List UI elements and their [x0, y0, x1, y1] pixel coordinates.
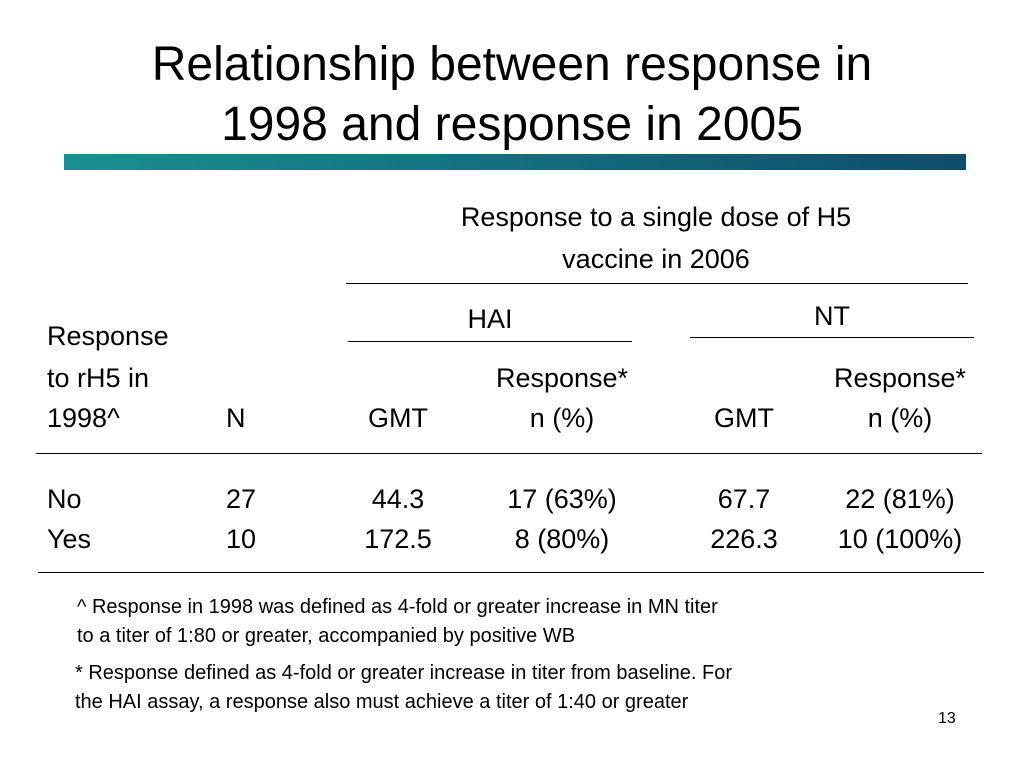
row-label: No	[47, 484, 82, 514]
cell-nt-gmt: 226.3	[710, 524, 778, 554]
column-header-nt-gmt: GMT	[714, 403, 774, 433]
footnote-star-line-1: * Response defined as 4-fold or greater increase in titer from baseline. For	[75, 662, 733, 684]
table-bottom-rule	[38, 572, 984, 573]
spanner-rule	[346, 283, 968, 284]
row-header-line-3: 1998^	[47, 403, 120, 433]
column-header-n: N	[226, 403, 246, 433]
row-label: Yes	[47, 524, 92, 554]
slide-title-line-2: 1998 and response in 2005	[221, 98, 803, 151]
footnote-caret-line-2: to a titer of 1:80 or greater, accompanied by positive WB	[77, 625, 576, 647]
hai-group-rule	[348, 341, 632, 342]
page-number: 13	[938, 710, 956, 727]
cell-hai-gmt: 44.3	[371, 484, 425, 514]
cell-hai-response: 17 (63%)	[507, 484, 617, 514]
nt-group-rule	[690, 337, 974, 338]
cell-n: 10	[226, 524, 257, 554]
cell-hai-response: 8 (80%)	[514, 524, 610, 554]
spanner-header-line-2: vaccine in 2006	[562, 244, 750, 274]
column-header-hai-response-line-1: Response*	[495, 363, 629, 393]
column-header-hai-gmt: GMT	[368, 403, 428, 433]
slide-title-line-1: Relationship between response in	[151, 38, 873, 91]
footnote-star-line-2: the HAI assay, a response also must achieve a titer of 1:40 or greater	[75, 691, 689, 713]
header-bottom-rule	[36, 453, 982, 454]
column-header-nt-response-line-1: Response*	[833, 363, 967, 393]
column-header-nt-response-line-2: n (%)	[867, 403, 933, 433]
spanner-header-line-1: Response to a single dose of H5	[460, 202, 852, 232]
footnote-caret-line-1: ^ Response in 1998 was defined as 4-fold or greater increase in MN titer	[77, 596, 718, 618]
title-underline-bar	[64, 154, 966, 170]
cell-nt-gmt: 67.7	[717, 484, 771, 514]
cell-hai-gmt: 172.5	[364, 524, 432, 554]
cell-n: 27	[226, 484, 257, 514]
row-header-line-2: to rH5 in	[47, 363, 150, 393]
column-header-hai-response-line-2: n (%)	[529, 403, 595, 433]
row-header-line-1: Response	[47, 321, 169, 351]
group-header-hai: HAI	[467, 304, 513, 334]
group-header-nt: NT	[814, 301, 850, 331]
cell-nt-response: 22 (81%)	[845, 484, 955, 514]
cell-nt-response: 10 (100%)	[837, 524, 963, 554]
